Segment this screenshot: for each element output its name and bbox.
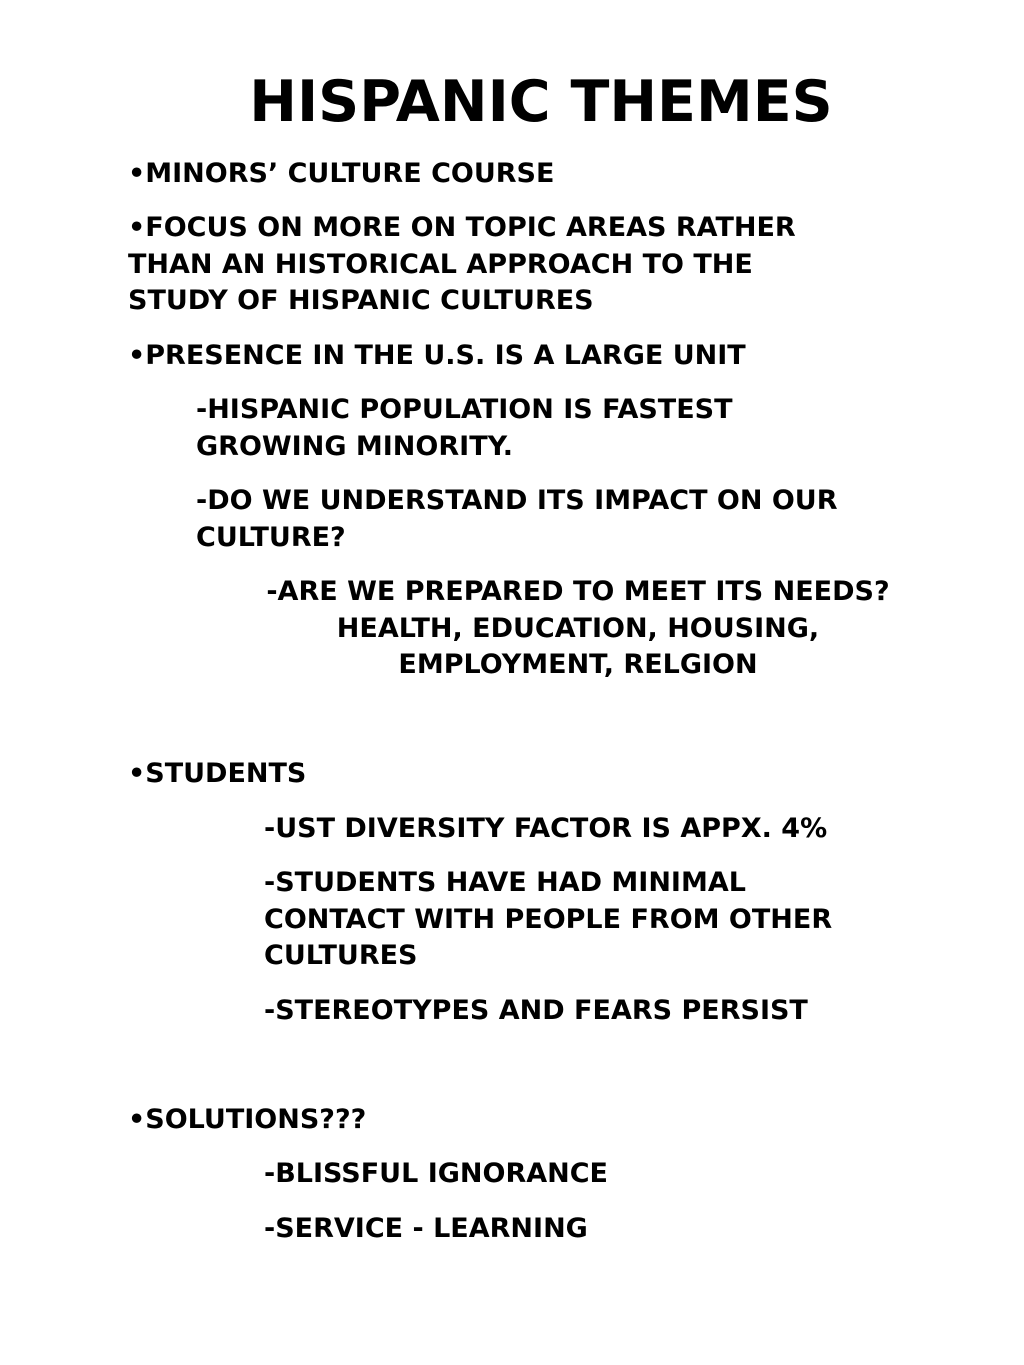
sub-item-population-line-2: GROWING MINORITY. [196, 431, 513, 462]
page-title: HISPANIC THEMES [249, 69, 833, 135]
sub-item-minimal-contact-line-1: -STUDENTS HAVE HAD MINIMAL [264, 867, 746, 898]
sub-item-minimal-contact-line-2: CONTACT WITH PEOPLE FROM OTHER [264, 904, 833, 935]
sub-item-needs-line-2: HEALTH, EDUCATION, HOUSING, [336, 613, 820, 644]
bullet-students: •STUDENTS [128, 758, 307, 789]
bullet-solutions: •SOLUTIONS??? [128, 1104, 367, 1135]
sub-item-impact-line-2: CULTURE? [196, 522, 346, 553]
bullet-minors-culture-course: •MINORS’ CULTURE COURSE [128, 158, 555, 189]
sub-item-needs-line-1: -ARE WE PREPARED TO MEET ITS NEEDS? [266, 576, 890, 607]
bullet-focus-line-1: •FOCUS ON MORE ON TOPIC AREAS RATHER [128, 212, 796, 243]
bullet-presence-in-us: •PRESENCE IN THE U.S. IS A LARGE UNIT [128, 340, 746, 371]
sub-item-stereotypes: -STEREOTYPES AND FEARS PERSIST [264, 995, 808, 1026]
sub-item-service-learning: -SERVICE - LEARNING [264, 1213, 588, 1244]
sub-item-impact-line-1: -DO WE UNDERSTAND ITS IMPACT ON OUR [196, 485, 838, 516]
sub-item-diversity-factor: -UST DIVERSITY FACTOR IS APPX. 4% [264, 813, 828, 844]
bullet-focus-line-3: STUDY OF HISPANIC CULTURES [128, 285, 594, 316]
sub-item-blissful-ignorance: -BLISSFUL IGNORANCE [264, 1158, 608, 1189]
sub-item-population-line-1: -HISPANIC POPULATION IS FASTEST [196, 394, 733, 425]
sub-item-minimal-contact-line-3: CULTURES [264, 940, 418, 971]
sub-item-needs-line-3: EMPLOYMENT, RELGION [398, 649, 758, 680]
bullet-focus-line-2: THAN AN HISTORICAL APPROACH TO THE [128, 249, 753, 280]
